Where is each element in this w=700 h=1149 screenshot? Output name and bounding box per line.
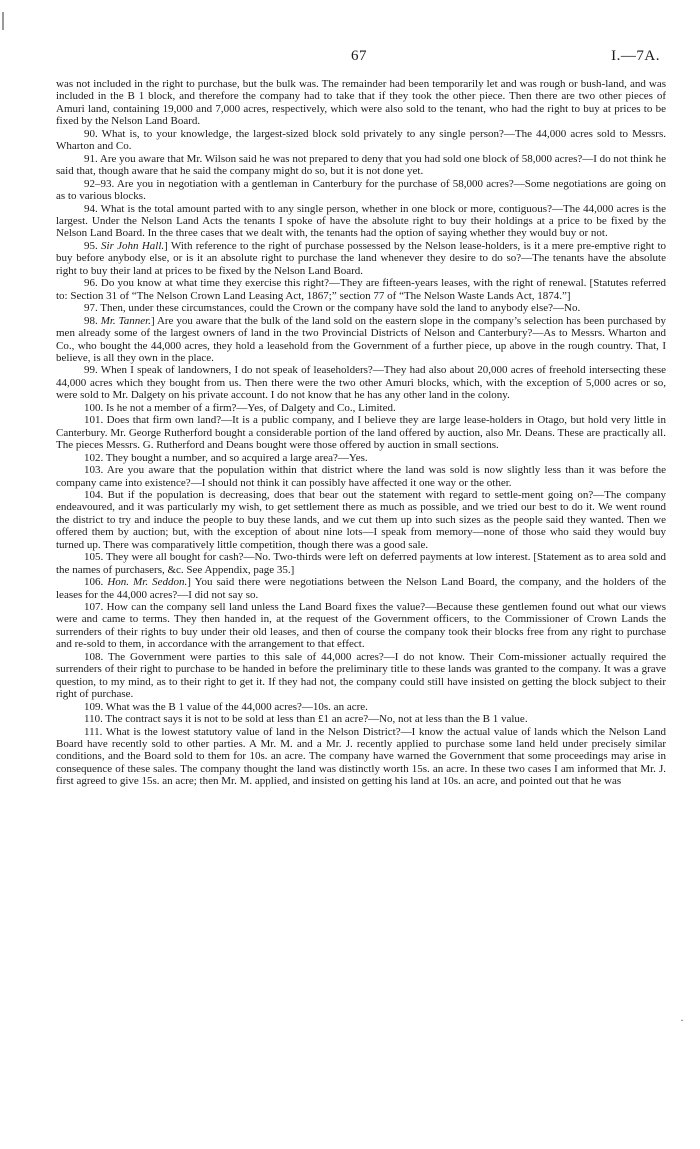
paragraph (56, 601, 666, 651)
paragraph-text: ] With reference to the right of purchase possessed by the Nelson lease-holders, is it a mere pre-emptive right to buy before anybody else, or is it an absolute right to purchase the land whenever they desire to do so?—The tenants have the absolute right to buy their land at prices to be fixed by the Nelson Land Board. (56, 239, 666, 277)
paragraph-text: 90. What is, to your knowledge, the largest-sized block sold privately to any single person?—The 44,000 acres sold to Messrs. Wharton and Co. (56, 127, 666, 153)
paragraph-text: 100. Is he not a member of a firm?—Yes, of Dalgety and Co., Limited. (84, 401, 396, 414)
paragraph (56, 153, 666, 178)
speaker-name: Mr. Tanner. (100, 314, 151, 327)
paragraph-text: 110. The contract says it is not to be sold at less than £1 an acre?—No, not at less than the B 1 value. (84, 713, 528, 726)
document-reference: I.—7A. (611, 48, 660, 64)
margin-dot: · (680, 1013, 684, 1027)
scan-edge-mark (2, 12, 4, 30)
paragraph-text: 91. Are you aware that Mr. Wilson said he was not prepared to deny that you had sold one block of 58,000 acres?—I do not think he said that, though aware that he said the company might do so, but it is not done yet. (56, 152, 666, 178)
paragraph (56, 651, 666, 701)
paragraph-text: 101. Does that firm own land?—It is a public company, and I believe they are large lease-holders in Otago, but hold very little in Canterbury. Mr. George Rutherford bought a considerable portion of the land offered by auction, also Mr. Deans. These are practically all. The pieces Messrs. G. Rutherford and Deans bought were those offered by auction in small sections. (56, 414, 666, 452)
paragraph-text: 102. They bought a number, and so acquired a large area?—Yes. (84, 451, 368, 464)
paragraph (56, 178, 666, 203)
paragraph (56, 464, 666, 489)
paragraph (56, 128, 666, 153)
question-number: 98. (84, 314, 101, 327)
question-number: 106. (84, 576, 108, 589)
paragraph (56, 402, 666, 414)
paragraph (56, 302, 666, 314)
paragraph-text: 107. How can the company sell land unless the Land Board fixes the value?—Because these gentlemen found out what our views were and came to terms. They then handed in, at the request of the Government officers, to the Commissioner of Crown Lands the surrenders of their rights to buy under their old leases, and then of course the company took their blocks free from any right to purchase and re-sold to them, in accordance with the arrangement to that effect. (56, 601, 666, 651)
paragraph (56, 315, 666, 365)
paragraph (56, 240, 666, 277)
question-number: 95. (84, 239, 102, 252)
paragraph-text: 104. But if the population is decreasing, does that bear out the statement with regard to settle-ment going on?—The company endeavoured, and it was particularly my wish, to get settlement there as much as possible, and we tried our best to do it. We went round the district to try and induce the people to buy these lands, and we cut them up into such sizes as the people said they wanted. Then we offered them by auction; but, with the exception of about nine lots—I speak from memory—none of those who said they would buy turned up. There was comparatively little competition, though there was a good sale. (56, 488, 666, 551)
paragraph-text: 94. What is the total amount parted with to any single person, whether in one block or more, contiguous?—The 44,000 acres is the largest. Under the Nelson Land Acts the tenants I spoke of have the absolute right to buy their holdings at a price to be fixed by the Nelson Land Board. In the three cases that we dealt with, the tenants had the option of saying whether they would buy or not. (56, 202, 666, 240)
paragraph (56, 78, 666, 128)
paragraph (56, 701, 666, 713)
paragraph-text: ] You said there were negotiations between the Nelson Land Board, the company, and the holders of the leases for the 44,000 acres?—I did not say so. (56, 576, 667, 601)
paragraph (56, 551, 666, 576)
paragraph-text: 105. They were all bought for cash?—No. Two-thirds were left on deferred payments at low interest. [Statement as to area sold and the names of purchasers, &c. See Appendix, page 35.] (56, 551, 666, 576)
page-number: 67 (351, 48, 367, 64)
speaker-name: Sir John Hall. (101, 239, 165, 252)
paragraph-text: 92–93. Are you in negotiation with a gentleman in Canterbury for the purchase of 58,000 acres?—Some negotiations are going on as to various blocks. (56, 177, 666, 203)
paragraph-text: 111. What is the lowest statutory value of land in the Nelson District?—I know the actual value of lands which the Nelson Land Board have recently sold to other parties. A Mr. M. and a Mr. J. recently applied to purchase some land held under precisely similar conditions, and the Board sold to them for 10s. an acre. The company have warned the Government that some proceedings may arise in consequence of these sales. The company thought the land was distinctly worth 15s. an acre. In these two cases I am informed that Mr. J. first agreed to give 15s. an acre; then Mr. M. applied, and insisted on getting his land at 10s. an acre, and pointed out that he was (56, 725, 666, 788)
paragraph-text: 108. The Government were parties to this sale of 44,000 acres?—I do not know. Their Com-missioner actually required the surrenders of their right to purchase to be handed in before the preliminary title to these lands was granted to the company. It was a grave question, to my mind, as to their right to get it. If they had not, the company could still have insisted on getting the block subject to their right of purchase. (56, 650, 666, 701)
paragraph (56, 489, 666, 551)
paragraph-text: 109. What was the B 1 value of the 44,000 acres?—10s. an acre. (84, 700, 368, 713)
paragraph-text: was not included in the right to purchase, but the bulk was. The remainder had been temporarily let and was rough or bush-land, and was included in the B 1 block, and therefore the company had to take that if they took the other piece. Then there are two other pieces of Amuri land, containing 19,000 and 7,000 acres, respectively, which were also sold to the tenant, who had the right to buy at prices to be fixed by the Nelson Land Board. (56, 78, 666, 128)
paragraph (56, 203, 666, 240)
paragraph-text: 96. Do you know at what time they exercise this right?—They are fifteen-years leases, with the right of renewal. [Statutes referred to: Section 31 of “The Nelson Crown Land Leasing Act, 1867;” section 77 of “The Nelson Waste Lands Act, 1874.”] (56, 277, 666, 302)
paragraph (56, 414, 666, 451)
page-header (58, 48, 660, 70)
paragraph-text: 97. Then, under these circumstances, could the Crown or the company have sold the land to anybody else?—No. (84, 302, 581, 315)
body-text (56, 78, 666, 788)
paragraph-text: ] Are you aware that the bulk of the land sold on the eastern slope in the company’s selection has been purchased by men already some of the largest owners of land in the two Provincial Districts of Nelson and Canterbury?—As to Messrs. Wharton and Co., who bought the 44,000 acres, they hold a leasehold from the Government of a further piece, up above in the rough country. That, I believe, is all they own in the place. (56, 314, 667, 364)
paragraph (56, 364, 666, 401)
paragraph (56, 452, 666, 464)
paragraph (56, 726, 666, 788)
paragraph-text: 99. When I speak of landowners, I do not speak of leaseholders?—They had also about 20,000 acres of freehold intersecting these 44,000 acres which they bought from us. Then there were the two other Amuri blocks, which, with the exception of 5,000 acres or so, were sold to Mr. Dalgety on his private account. I do not know that he has any other land in the colony. (56, 364, 666, 402)
speaker-name: Hon. Mr. Seddon. (107, 576, 188, 589)
paragraph (56, 277, 666, 302)
paragraph (56, 713, 666, 725)
paragraph-text: 103. Are you aware that the population within that district where the land was sold is now slightly less than it was before the company came into existence?—I should not think it can possibly have affected it one way or the other. (56, 464, 666, 489)
paragraph (56, 576, 666, 601)
